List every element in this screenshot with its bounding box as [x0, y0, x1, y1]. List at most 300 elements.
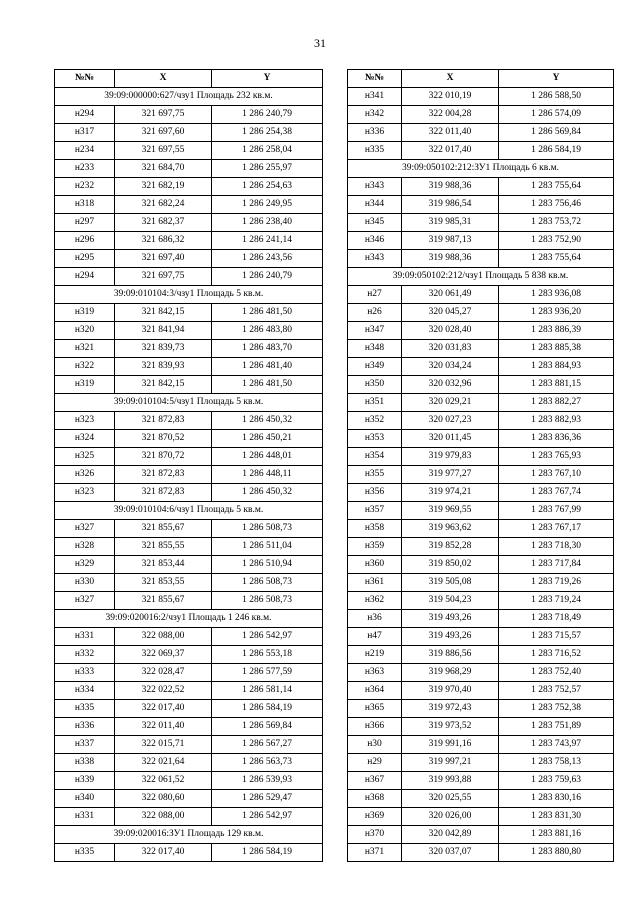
coordinate-y: 1 286 249,95: [212, 196, 323, 214]
point-number: н348: [348, 340, 402, 358]
point-number: н349: [348, 358, 402, 376]
coordinate-y: 1 283 885,38: [499, 340, 614, 358]
coordinate-y: 1 286 563,73: [212, 754, 323, 772]
coordinate-x: 319 979,83: [402, 448, 499, 466]
table-row: [55, 844, 323, 862]
table-row: [55, 718, 323, 736]
coordinate-x: 319 968,29: [402, 664, 499, 682]
table-row: [55, 142, 323, 160]
coordinate-y: 1 286 542,97: [212, 808, 323, 826]
coordinate-x: 321 855,67: [115, 592, 212, 610]
coordinate-x: 319 988,36: [402, 178, 499, 196]
coordinate-x: 321 870,72: [115, 448, 212, 466]
table-row: [55, 484, 323, 502]
section-title: 39:09:020016:ЗУ1 Площадь 129 кв.м.: [55, 826, 323, 844]
point-number: н324: [55, 430, 115, 448]
table-row: [348, 394, 614, 412]
table-row: [55, 124, 323, 142]
coordinate-y: 1 286 243,56: [212, 250, 323, 268]
table-row: [55, 178, 323, 196]
coordinate-y: 1 283 767,74: [499, 484, 614, 502]
table-row: [348, 484, 614, 502]
table-row: [348, 304, 614, 322]
section-header-row: [348, 160, 614, 178]
table-row: [55, 682, 323, 700]
point-number: н346: [348, 232, 402, 250]
point-number: н347: [348, 322, 402, 340]
point-number: н323: [55, 412, 115, 430]
table-row: [348, 322, 614, 340]
coordinate-y: 1 283 767,99: [499, 502, 614, 520]
table-row: [55, 646, 323, 664]
table-row: [55, 754, 323, 772]
point-number: н336: [348, 124, 402, 142]
coordinate-x: 322 017,40: [115, 700, 212, 718]
point-number: н321: [55, 340, 115, 358]
table-row: [55, 160, 323, 178]
point-number: н36: [348, 610, 402, 628]
coordinate-x: 321 872,83: [115, 466, 212, 484]
right-table-body: [348, 88, 614, 862]
coordinate-x: 322 011,40: [115, 718, 212, 736]
point-number: н355: [348, 466, 402, 484]
table-row: [55, 304, 323, 322]
coordinate-x: 322 015,71: [115, 736, 212, 754]
table-row: [55, 628, 323, 646]
point-number: н331: [55, 628, 115, 646]
point-number: н327: [55, 520, 115, 538]
point-number: н29: [348, 754, 402, 772]
coordinate-y: 1 286 481,50: [212, 304, 323, 322]
coordinate-y: 1 283 882,27: [499, 394, 614, 412]
coordinate-y: 1 283 717,84: [499, 556, 614, 574]
point-number: н343: [348, 178, 402, 196]
coordinate-y: 1 286 508,73: [212, 592, 323, 610]
table-row: [348, 790, 614, 808]
section-title: 39:09:010104:5/чзу1 Площадь 5 кв.м.: [55, 394, 323, 412]
coordinate-y: 1 286 567,27: [212, 736, 323, 754]
coordinate-x: 319 977,27: [402, 466, 499, 484]
point-number: н320: [55, 322, 115, 340]
coordinate-y: 1 286 569,84: [499, 124, 614, 142]
point-number: н362: [348, 592, 402, 610]
coordinate-x: 321 697,40: [115, 250, 212, 268]
table-row: [348, 286, 614, 304]
coordinate-y: 1 283 836,36: [499, 430, 614, 448]
coordinate-y: 1 286 448,01: [212, 448, 323, 466]
coordinate-x: 320 027,23: [402, 412, 499, 430]
coordinate-y: 1 283 753,72: [499, 214, 614, 232]
coordinate-y: 1 283 715,57: [499, 628, 614, 646]
table-row: [348, 430, 614, 448]
point-number: н360: [348, 556, 402, 574]
coordinate-x: 322 017,40: [402, 142, 499, 160]
coordinate-y: 1 286 240,79: [212, 268, 323, 286]
coordinate-x: 319 963,62: [402, 520, 499, 538]
coordinate-y: 1 283 718,49: [499, 610, 614, 628]
coordinate-x: 319 852,28: [402, 538, 499, 556]
coordinate-x: 320 061,49: [402, 286, 499, 304]
table-row: [348, 646, 614, 664]
point-number: н329: [55, 556, 115, 574]
coordinate-x: 321 872,83: [115, 484, 212, 502]
point-number: н335: [55, 700, 115, 718]
coordinate-y: 1 283 756,46: [499, 196, 614, 214]
coordinate-x: 321 870,52: [115, 430, 212, 448]
table-row: [55, 214, 323, 232]
coordinate-x: 322 061,52: [115, 772, 212, 790]
coordinate-x: 321 682,19: [115, 178, 212, 196]
coordinate-x: 322 010,19: [402, 88, 499, 106]
table-row: [348, 124, 614, 142]
page-number: 31: [314, 36, 326, 50]
point-number: н27: [348, 286, 402, 304]
table-row: [55, 430, 323, 448]
point-number: н333: [55, 664, 115, 682]
table-row: [55, 340, 323, 358]
point-number: н47: [348, 628, 402, 646]
point-number: н361: [348, 574, 402, 592]
point-number: н328: [55, 538, 115, 556]
coordinate-y: 1 283 752,90: [499, 232, 614, 250]
coordinate-y: 1 286 448,11: [212, 466, 323, 484]
table-row: [348, 754, 614, 772]
coordinate-y: 1 283 830,16: [499, 790, 614, 808]
table-row: [55, 736, 323, 754]
coordinate-y: 1 283 755,64: [499, 250, 614, 268]
coordinate-y: 1 286 254,38: [212, 124, 323, 142]
coordinate-y: 1 286 481,40: [212, 358, 323, 376]
coordinate-y: 1 286 240,79: [212, 106, 323, 124]
point-number: н358: [348, 520, 402, 538]
point-number: н339: [55, 772, 115, 790]
table-row: [55, 250, 323, 268]
coordinate-x: 322 069,37: [115, 646, 212, 664]
table-row: [348, 808, 614, 826]
coordinate-y: 1 286 584,19: [212, 700, 323, 718]
point-number: н363: [348, 664, 402, 682]
coordinate-x: 322 004,28: [402, 106, 499, 124]
coordinate-x: 320 032,96: [402, 376, 499, 394]
table-row: [348, 412, 614, 430]
coordinate-y: 1 286 542,97: [212, 628, 323, 646]
coordinate-x: 319 969,55: [402, 502, 499, 520]
point-number: н319: [55, 304, 115, 322]
coordinate-y: 1 286 254,63: [212, 178, 323, 196]
section-title: 39:09:010104:3/чзу1 Площадь 5 кв.м.: [55, 286, 323, 304]
coordinate-x: 319 985,31: [402, 214, 499, 232]
coordinate-y: 1 286 529,47: [212, 790, 323, 808]
header-num: №№: [348, 70, 402, 88]
table-row: [348, 682, 614, 700]
section-title: 39:09:050102:212/чзу1 Площадь 5 838 кв.м.: [348, 268, 614, 286]
table-row: [348, 664, 614, 682]
point-number: н368: [348, 790, 402, 808]
coordinate-y: 1 283 831,30: [499, 808, 614, 826]
point-number: н352: [348, 412, 402, 430]
table-row: [55, 358, 323, 376]
coordinate-x: 321 839,73: [115, 340, 212, 358]
point-number: н336: [55, 718, 115, 736]
section-title: 39:09:000000:627/чзу1 Площадь 232 кв.м.: [55, 88, 323, 106]
coordinate-x: 321 842,15: [115, 304, 212, 322]
coordinate-y: 1 286 584,19: [499, 142, 614, 160]
point-number: н318: [55, 196, 115, 214]
coordinate-y: 1 283 752,40: [499, 664, 614, 682]
header-x: X: [402, 70, 499, 88]
coordinate-y: 1 283 881,16: [499, 826, 614, 844]
point-number: н337: [55, 736, 115, 754]
coordinate-x: 321 855,67: [115, 520, 212, 538]
coordinate-x: 320 031,83: [402, 340, 499, 358]
coordinate-x: 321 853,55: [115, 574, 212, 592]
table-header-row: [55, 70, 323, 88]
table-row: [348, 376, 614, 394]
point-number: н353: [348, 430, 402, 448]
coordinate-x: 320 028,40: [402, 322, 499, 340]
header-y: Y: [499, 70, 614, 88]
section-header-row: [55, 502, 323, 520]
table-row: [348, 178, 614, 196]
point-number: н340: [55, 790, 115, 808]
coordinate-x: 319 886,56: [402, 646, 499, 664]
point-number: н26: [348, 304, 402, 322]
section-header-row: [348, 268, 614, 286]
coordinate-x: 321 872,83: [115, 412, 212, 430]
coordinate-y: 1 286 258,04: [212, 142, 323, 160]
table-row: [348, 538, 614, 556]
point-number: н232: [55, 178, 115, 196]
coordinate-x: 321 841,94: [115, 322, 212, 340]
coordinate-x: 319 991,16: [402, 736, 499, 754]
table-row: [55, 664, 323, 682]
coordinate-x: 319 850,02: [402, 556, 499, 574]
coordinate-y: 1 286 574,09: [499, 106, 614, 124]
point-number: н354: [348, 448, 402, 466]
point-number: н335: [348, 142, 402, 160]
coordinate-y: 1 286 450,32: [212, 484, 323, 502]
coordinate-x: 320 025,55: [402, 790, 499, 808]
point-number: н317: [55, 124, 115, 142]
point-number: н364: [348, 682, 402, 700]
table-row: [348, 232, 614, 250]
point-number: н330: [55, 574, 115, 592]
coordinate-x: 319 973,52: [402, 718, 499, 736]
coordinate-y: 1 283 718,30: [499, 538, 614, 556]
point-number: н351: [348, 394, 402, 412]
table-row: [348, 826, 614, 844]
table-row: [55, 106, 323, 124]
coordinate-y: 1 286 539,93: [212, 772, 323, 790]
table-row: [55, 556, 323, 574]
section-title: 39:09:020016:2/чзу1 Площадь 1 246 кв.м.: [55, 610, 323, 628]
table-row: [348, 466, 614, 484]
coordinate-x: 319 972,43: [402, 700, 499, 718]
table-row: [348, 448, 614, 466]
point-number: н327: [55, 592, 115, 610]
table-row: [55, 520, 323, 538]
coordinate-y: 1 283 767,17: [499, 520, 614, 538]
table-row: [348, 718, 614, 736]
coordinate-x: 321 697,60: [115, 124, 212, 142]
coordinate-x: 321 682,37: [115, 214, 212, 232]
point-number: н297: [55, 214, 115, 232]
coordinate-x: 322 021,64: [115, 754, 212, 772]
coordinate-y: 1 286 241,14: [212, 232, 323, 250]
point-number: н342: [348, 106, 402, 124]
coordinate-y: 1 286 483,70: [212, 340, 323, 358]
point-number: н350: [348, 376, 402, 394]
header-num: №№: [55, 70, 115, 88]
coordinate-x: 321 697,55: [115, 142, 212, 160]
table-row: [55, 538, 323, 556]
coordinate-x: 319 504,23: [402, 592, 499, 610]
point-number: н294: [55, 268, 115, 286]
point-number: н294: [55, 106, 115, 124]
table-row: [348, 358, 614, 376]
coordinate-x: 320 011,45: [402, 430, 499, 448]
coordinate-x: 320 026,00: [402, 808, 499, 826]
coordinate-x: 321 842,15: [115, 376, 212, 394]
coordinate-y: 1 283 936,20: [499, 304, 614, 322]
coordinate-y: 1 283 719,24: [499, 592, 614, 610]
table-row: [55, 772, 323, 790]
coordinate-y: 1 286 481,50: [212, 376, 323, 394]
table-row: [55, 232, 323, 250]
coordinate-x: 319 988,36: [402, 250, 499, 268]
coordinate-x: 319 993,88: [402, 772, 499, 790]
coordinate-y: 1 286 255,97: [212, 160, 323, 178]
point-number: н319: [55, 376, 115, 394]
header-y: Y: [212, 70, 323, 88]
coordinate-x: 320 042,89: [402, 826, 499, 844]
table-row: [55, 322, 323, 340]
table-row: [55, 592, 323, 610]
coordinate-y: 1 286 588,50: [499, 88, 614, 106]
coordinate-x: 322 080,60: [115, 790, 212, 808]
point-number: н295: [55, 250, 115, 268]
coordinate-x: 319 493,26: [402, 610, 499, 628]
table-row: [348, 556, 614, 574]
point-number: н30: [348, 736, 402, 754]
table-row: [55, 268, 323, 286]
coordinate-x: 319 493,26: [402, 628, 499, 646]
coordinate-y: 1 286 508,73: [212, 574, 323, 592]
table-row: [348, 610, 614, 628]
table-header-row: [348, 70, 614, 88]
section-header-row: [55, 394, 323, 412]
coordinate-y: 1 286 510,94: [212, 556, 323, 574]
coordinate-x: 320 029,21: [402, 394, 499, 412]
table-row: [348, 340, 614, 358]
point-number: н338: [55, 754, 115, 772]
coordinate-y: 1 286 584,19: [212, 844, 323, 862]
point-number: н345: [348, 214, 402, 232]
section-title: 39:09:050102:212:ЗУ1 Площадь 6 кв.м.: [348, 160, 614, 178]
table-row: [55, 700, 323, 718]
table-row: [55, 448, 323, 466]
coordinate-y: 1 286 450,32: [212, 412, 323, 430]
table-row: [55, 376, 323, 394]
point-number: н343: [348, 250, 402, 268]
coordinate-x: 321 686,32: [115, 232, 212, 250]
coordinate-y: 1 283 765,93: [499, 448, 614, 466]
coordinate-y: 1 286 577,59: [212, 664, 323, 682]
coordinate-y: 1 283 743,97: [499, 736, 614, 754]
point-number: н359: [348, 538, 402, 556]
coordinate-x: 321 697,75: [115, 106, 212, 124]
point-number: н322: [55, 358, 115, 376]
coordinate-y: 1 283 936,08: [499, 286, 614, 304]
table-row: [55, 790, 323, 808]
coordinate-x: 319 987,13: [402, 232, 499, 250]
point-number: н370: [348, 826, 402, 844]
coordinate-y: 1 286 569,84: [212, 718, 323, 736]
coordinate-y: 1 283 758,13: [499, 754, 614, 772]
point-number: н365: [348, 700, 402, 718]
point-number: н332: [55, 646, 115, 664]
point-number: н371: [348, 844, 402, 862]
table-row: [348, 250, 614, 268]
section-header-row: [55, 610, 323, 628]
coordinate-x: 320 034,24: [402, 358, 499, 376]
coordinate-x: 322 022,52: [115, 682, 212, 700]
point-number: н344: [348, 196, 402, 214]
coordinate-x: 321 697,75: [115, 268, 212, 286]
left-table-body: [55, 88, 323, 862]
coordinates-table-left: [54, 69, 323, 862]
coordinate-y: 1 283 884,93: [499, 358, 614, 376]
coordinate-x: 321 855,55: [115, 538, 212, 556]
coordinate-y: 1 283 716,52: [499, 646, 614, 664]
point-number: н335: [55, 844, 115, 862]
header-x: X: [115, 70, 212, 88]
section-title: 39:09:010104:6/чзу1 Площадь 5 кв.м.: [55, 502, 323, 520]
coordinate-x: 322 017,40: [115, 844, 212, 862]
coordinate-y: 1 283 751,89: [499, 718, 614, 736]
section-header-row: [55, 88, 323, 106]
coordinate-x: 319 997,21: [402, 754, 499, 772]
coordinate-y: 1 286 581,14: [212, 682, 323, 700]
point-number: н357: [348, 502, 402, 520]
table-row: [55, 808, 323, 826]
coordinate-y: 1 283 886,39: [499, 322, 614, 340]
table-row: [348, 628, 614, 646]
table-row: [348, 844, 614, 862]
coordinate-y: 1 283 755,64: [499, 178, 614, 196]
point-number: н234: [55, 142, 115, 160]
table-row: [348, 736, 614, 754]
coordinate-y: 1 283 759,63: [499, 772, 614, 790]
table-row: [348, 700, 614, 718]
table-row: [348, 88, 614, 106]
coordinate-y: 1 283 719,26: [499, 574, 614, 592]
coordinate-y: 1 283 880,80: [499, 844, 614, 862]
point-number: н219: [348, 646, 402, 664]
table-row: [348, 214, 614, 232]
coordinate-x: 322 088,00: [115, 808, 212, 826]
table-row: [55, 196, 323, 214]
coordinate-y: 1 283 752,38: [499, 700, 614, 718]
coordinate-x: 321 682,24: [115, 196, 212, 214]
coordinate-y: 1 283 752,57: [499, 682, 614, 700]
point-number: н233: [55, 160, 115, 178]
point-number: н334: [55, 682, 115, 700]
table-row: [348, 196, 614, 214]
table-row: [348, 574, 614, 592]
table-row: [55, 466, 323, 484]
point-number: н341: [348, 88, 402, 106]
